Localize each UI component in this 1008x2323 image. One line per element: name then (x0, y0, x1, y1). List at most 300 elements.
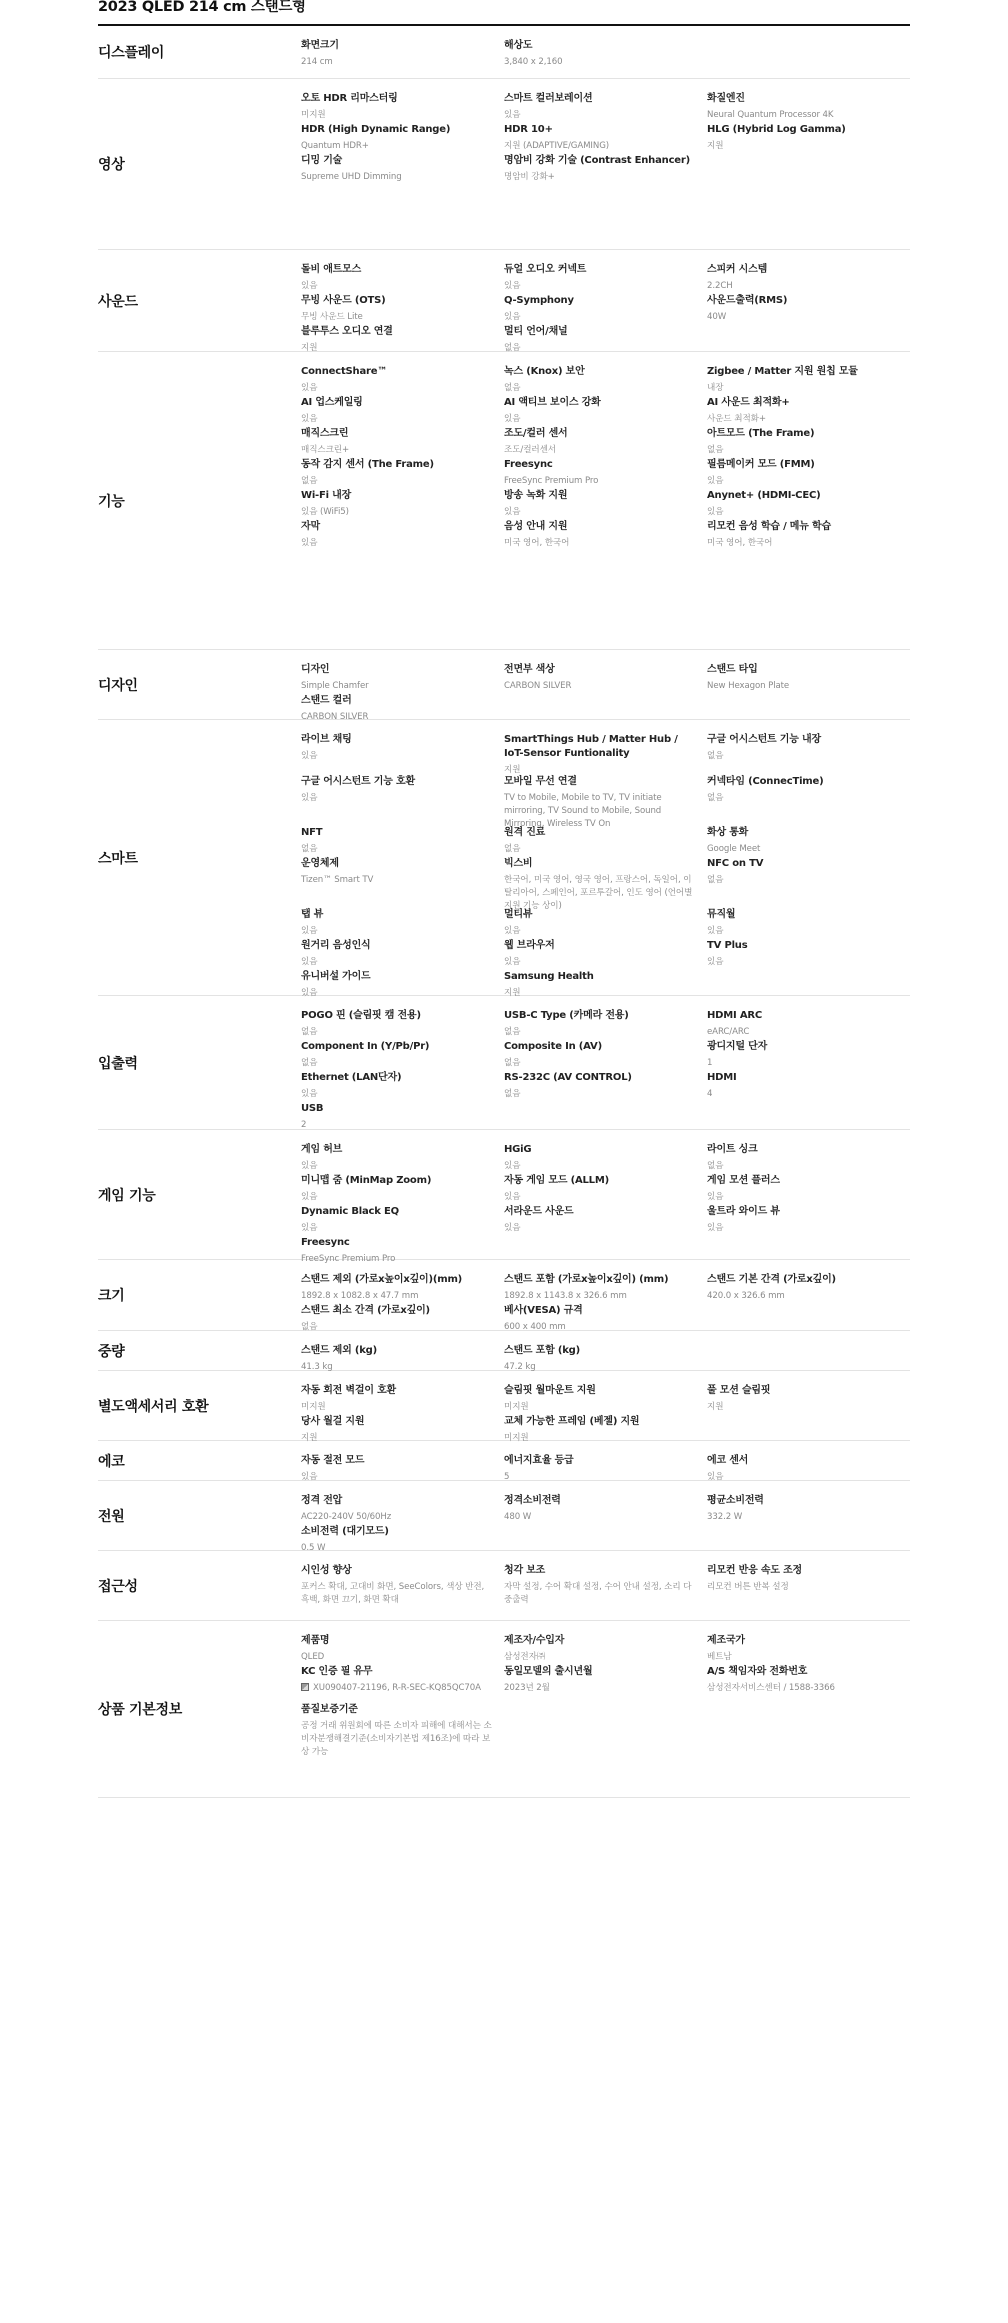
spec-section (98, 79, 910, 250)
spec-label: 무빙 사운드 (OTS) (301, 295, 386, 306)
spec-label: 소비전력 (대기모드) (301, 1526, 389, 1537)
spec-value: 있음 (504, 312, 521, 322)
spec-label: NFC on TV (707, 858, 764, 869)
spec-label: 자막 (301, 521, 320, 532)
spec-label: 화질엔진 (707, 93, 745, 104)
spec-value: TV to Mobile, Mobile to TV, TV initiate mirroring, TV Sound to Mobile, Sound Mirroring, Wireless TV On (504, 793, 662, 829)
spec-value: 공정 거래 위원회에 따른 소비자 피해에 대해서는 소비자분쟁해결기준(소비자기본법 제16조)에 따라 보상 가능 (301, 1721, 492, 1757)
section-title: 접근성 (98, 1578, 138, 1595)
spec-item (504, 775, 707, 829)
spec-item (707, 939, 910, 970)
spec-label: 에코 센서 (707, 1455, 749, 1466)
section-title: 별도액세서리 호환 (98, 1398, 209, 1415)
spec-label: 스탠드 포함 (가로x높이x깊이) (mm) (504, 1274, 669, 1285)
spec-value: CARBON SILVER (504, 681, 572, 691)
spec-value (301, 1682, 494, 1695)
spec-value: 있음 (504, 281, 521, 291)
spec-item (707, 1009, 910, 1040)
spec-value: 한국어, 미국 영어, 영국 영어, 프랑스어, 독일어, 이탈리아어, 스페인어, 포르투갈어, 인도 영어 (언어별 지원 기능 상이) (504, 875, 693, 911)
spec-item (504, 489, 707, 520)
spec-item (301, 1564, 504, 1605)
spec-item (301, 663, 504, 694)
spec-label: USB (301, 1103, 324, 1114)
spec-label: 명암비 강화 기술 (Contrast Enhancer) (504, 155, 690, 166)
spec-value: 있음 (504, 1223, 521, 1233)
spec-item (707, 263, 910, 294)
spec-label: 스탠드 제외 (kg) (301, 1345, 378, 1356)
spec-value: 있음 (301, 988, 318, 998)
spec-label: 리모컨 반응 속도 조정 (707, 1565, 802, 1576)
spec-value: 있음 (504, 957, 521, 967)
spec-value: 있음 (301, 1161, 318, 1171)
spec-label: 커넥타임 (ConnecTime) (707, 776, 824, 787)
spec-item (301, 1040, 504, 1071)
spec-value: 1 (707, 1058, 713, 1068)
spec-label: 빅스비 (504, 858, 533, 869)
spec-label: 원거리 음성인식 (301, 940, 371, 951)
spec-label: 운영체제 (301, 858, 339, 869)
section-title: 디자인 (98, 677, 138, 694)
section-title: 중량 (98, 1343, 125, 1360)
spec-item (504, 396, 707, 427)
spec-value: 없음 (301, 1322, 318, 1332)
spec-value: 있음 (504, 414, 521, 424)
spec-value: 미지원 (301, 1402, 326, 1412)
spec-label: 스마트 컬러보레이션 (504, 93, 593, 104)
spec-label: 라이브 채팅 (301, 734, 352, 745)
spec-item (707, 123, 910, 154)
spec-item (301, 775, 504, 826)
spec-item (707, 520, 910, 551)
spec-grid (301, 1331, 910, 1370)
spec-value: 내장 (707, 383, 724, 393)
spec-label: Freesync (504, 459, 553, 470)
spec-label: KC 인증 필 유무 (301, 1666, 373, 1677)
spec-label: 조도/컬러 센서 (504, 428, 568, 439)
spec-label: HDR 10+ (504, 124, 553, 135)
spec-label: 품질보증기준 (301, 1704, 358, 1715)
spec-value: 있음 (707, 1192, 724, 1202)
spec-grid (301, 1130, 910, 1264)
spec-item (301, 458, 504, 489)
spec-value: 미지원 (504, 1433, 529, 1443)
spec-label: 리모컨 음성 학습 / 메뉴 학습 (707, 521, 831, 532)
spec-value: 2023년 2월 (504, 1683, 550, 1693)
spec-value: 있음 (301, 538, 318, 548)
spec-value: Quantum HDR+ (301, 141, 369, 151)
section-title: 상품 기본정보 (98, 1702, 182, 1718)
spec-value: 없음 (301, 1027, 318, 1037)
spec-value: 지원 (504, 988, 521, 998)
spec-label: Component In (Y/Pb/Pr) (301, 1041, 430, 1052)
spec-item (504, 365, 707, 396)
spec-item (301, 733, 504, 775)
spec-item (504, 663, 707, 694)
spec-grid (301, 1371, 910, 1443)
spec-value: 4 (707, 1089, 713, 1099)
spec-value: 2.2CH (707, 281, 733, 291)
spec-label: HDMI (707, 1072, 737, 1083)
spec-value: 없음 (504, 1058, 521, 1068)
spec-value: 있음 (707, 507, 724, 517)
spec-value: 있음 (707, 1472, 724, 1482)
spec-item (301, 826, 504, 857)
spec-item (301, 1071, 504, 1102)
spec-item (707, 826, 910, 857)
spec-value: 지원 (707, 1402, 724, 1412)
spec-value: 포커스 확대, 고대비 화면, SeeColors, 색상 반전, 흑백, 화면 끄기, 화면 확대 (301, 1582, 485, 1605)
spec-label: Composite In (AV) (504, 1041, 602, 1052)
spec-value: 47.2 kg (504, 1362, 536, 1372)
spec-value: Google Meet (707, 844, 761, 854)
spec-value: 있음 (301, 1192, 318, 1202)
spec-item (504, 520, 707, 551)
spec-label: Dynamic Black EQ (301, 1206, 399, 1217)
section-title: 전원 (98, 1508, 125, 1525)
spec-item (707, 294, 910, 325)
spec-value: Neural Quantum Processor 4K (707, 110, 834, 120)
spec-item (301, 396, 504, 427)
spec-item (301, 123, 504, 154)
spec-item (504, 1205, 707, 1236)
spec-label: ConnectShare™ (301, 366, 388, 377)
spec-label: 자동 게임 모드 (ALLM) (504, 1175, 609, 1186)
spec-value: 삼성전자㈜ (504, 1652, 546, 1662)
spec-value: 있음 (504, 1161, 521, 1171)
section-title: 입출력 (98, 1055, 138, 1072)
spec-label: Wi-Fi 내장 (301, 490, 352, 501)
spec-item (504, 1174, 707, 1205)
spec-value: 지원 (707, 141, 724, 151)
spec-value: Supreme UHD Dimming (301, 172, 402, 182)
spec-value: 없음 (707, 793, 724, 803)
spec-grid (301, 1481, 910, 1553)
spec-value: 2 (301, 1120, 307, 1130)
page-title: 2023 QLED 214 cm 스탠드형 (98, 0, 910, 26)
spec-value: 1892.8 x 1143.8 x 326.6 mm (504, 1291, 627, 1301)
spec-label: AI 업스케일링 (301, 397, 363, 408)
spec-item (301, 1703, 504, 1759)
spec-label: 평균소비전력 (707, 1495, 764, 1506)
spec-label: 제품명 (301, 1635, 330, 1646)
spec-value: New Hexagon Plate (707, 681, 790, 691)
spec-grid (301, 996, 910, 1129)
spec-label: 스탠드 포함 (kg) (504, 1345, 581, 1356)
spec-section (98, 996, 910, 1130)
spec-value: 있음 (301, 926, 318, 936)
spec-label: 전면부 색상 (504, 664, 555, 675)
spec-item (707, 458, 910, 489)
spec-value: 리모컨 버튼 반복 설정 (707, 1582, 789, 1592)
spec-label: 슬림핏 월마운트 지원 (504, 1385, 596, 1396)
spec-item (707, 489, 910, 520)
spec-value: 있음 (504, 1192, 521, 1202)
spec-label: 당사 월걸 지원 (301, 1416, 365, 1427)
spec-value: 없음 (707, 875, 724, 885)
spec-grid (301, 79, 910, 249)
spec-label: 유니버설 가이드 (301, 971, 371, 982)
spec-item (504, 1494, 707, 1525)
spec-label: 사운드출력(RMS) (707, 295, 788, 306)
spec-section (98, 650, 910, 720)
spec-value: 없음 (707, 751, 724, 761)
spec-item (707, 1205, 910, 1236)
spec-label: 정격소비전력 (504, 1495, 561, 1506)
spec-value: 420.0 x 326.6 mm (707, 1291, 785, 1301)
section-title: 디스플레이 (98, 45, 165, 61)
spec-item (504, 263, 707, 294)
spec-grid (301, 26, 910, 78)
spec-label: 원격 진료 (504, 827, 546, 838)
spec-item (707, 908, 910, 939)
spec-item (707, 396, 910, 427)
spec-label: 화면크기 (301, 40, 339, 51)
spec-value: 베트남 (707, 1652, 732, 1662)
section-title: 크기 (98, 1288, 125, 1304)
spec-label: 울트라 와이드 뷰 (707, 1206, 780, 1217)
spec-label: 멀티 언어/채널 (504, 326, 568, 337)
spec-value: 있음 (301, 414, 318, 424)
spec-value: 있음 (301, 281, 318, 291)
spec-label: 돌비 애트모스 (301, 264, 362, 275)
spec-label: 필름메이커 모드 (FMM) (707, 459, 815, 470)
spec-label: 뮤직월 (707, 909, 736, 920)
spec-label: 매직스크린 (301, 428, 349, 439)
spec-value: 없음 (504, 383, 521, 393)
spec-item (707, 92, 910, 123)
spec-label: 서라운드 사운드 (504, 1206, 574, 1217)
spec-section (98, 250, 910, 352)
spec-section (98, 720, 910, 996)
spec-item (504, 1071, 707, 1102)
spec-label: 자동 회전 벽걸이 호환 (301, 1385, 396, 1396)
spec-item (707, 1143, 910, 1174)
spec-value: 사운드 최적화+ (707, 414, 766, 424)
spec-value: 있음 (301, 383, 318, 393)
section-title: 스마트 (98, 850, 138, 867)
spec-value: 없음 (301, 844, 318, 854)
spec-value: 지원 (ADAPTIVE/GAMING) (504, 141, 610, 151)
spec-value: Tizen™ Smart TV (301, 875, 374, 885)
spec-label: 스탠드 최소 간격 (가로x깊이) (301, 1305, 430, 1316)
spec-value: 없음 (707, 1161, 724, 1171)
spec-item (301, 263, 504, 294)
spec-item (504, 1384, 707, 1415)
spec-value: 무빙 사운드 Lite (301, 312, 363, 322)
spec-value: 미국 영어, 한국어 (504, 538, 570, 548)
spec-value: 있음 (301, 751, 318, 761)
spec-value: 명암비 강화+ (504, 172, 555, 182)
spec-grid (301, 650, 910, 722)
spec-value: 없음 (504, 343, 521, 353)
spec-item (301, 489, 504, 520)
spec-value: 있음 (301, 1089, 318, 1099)
spec-value: 미국 영어, 한국어 (707, 538, 773, 548)
spec-item (301, 294, 504, 325)
spec-item (504, 1273, 707, 1304)
spec-item (707, 1040, 910, 1071)
spec-label: HLG (Hybrid Log Gamma) (707, 124, 846, 135)
spec-label: 동작 감지 센서 (The Frame) (301, 459, 434, 470)
spec-label: 모바일 무선 연결 (504, 776, 577, 787)
spec-item (504, 1665, 707, 1703)
spec-label: 오토 HDR 리마스터링 (301, 93, 398, 104)
spec-label: 동일모델의 출시년월 (504, 1666, 593, 1677)
spec-item (707, 733, 910, 775)
spec-value: 332.2 W (707, 1512, 743, 1522)
spec-value: 있음 (707, 476, 724, 486)
spec-value: 지원 (301, 343, 318, 353)
spec-value: FreeSync Premium Pro (301, 1254, 396, 1264)
spec-label: 녹스 (Knox) 보안 (504, 366, 585, 377)
spec-label: 아트모드 (The Frame) (707, 428, 815, 439)
spec-value-text: XU090407-21196, R-R-SEC-KQ85QC70A (313, 1683, 481, 1693)
section-title: 사운드 (98, 293, 138, 310)
spec-section (98, 1371, 910, 1441)
spec-item (707, 1174, 910, 1205)
spec-label: 디자인 (301, 664, 330, 675)
spec-item (301, 1273, 504, 1304)
spec-item (504, 733, 707, 775)
spec-value: 있음 (301, 793, 318, 803)
spec-label: AI 액티브 보이스 강화 (504, 397, 601, 408)
spec-grid (301, 1551, 910, 1620)
spec-label: 라이트 싱크 (707, 1144, 758, 1155)
spec-label: 디밍 기술 (301, 155, 343, 166)
spec-label: 스피커 시스템 (707, 264, 768, 275)
spec-label: 자동 절전 모드 (301, 1455, 365, 1466)
spec-grid (301, 1441, 910, 1480)
spec-item (301, 365, 504, 396)
spec-value: 없음 (301, 1058, 318, 1068)
spec-value: 있음 (504, 926, 521, 936)
spec-value: 0.5 W (301, 1543, 326, 1553)
kc-mark-icon (301, 1683, 309, 1691)
spec-label: 베사(VESA) 규격 (504, 1305, 583, 1316)
spec-label: 화상 통화 (707, 827, 749, 838)
spec-value: 있음 (707, 1223, 724, 1233)
spec-label: 방송 녹화 지원 (504, 490, 568, 501)
spec-value: 214 cm (301, 57, 333, 67)
spec-label: 구글 어시스턴트 기능 내장 (707, 734, 821, 745)
spec-item (504, 1040, 707, 1071)
spec-value: 40W (707, 312, 727, 322)
spec-value: 있음 (707, 957, 724, 967)
spec-label: Freesync (301, 1237, 350, 1248)
spec-item (301, 1143, 504, 1174)
spec-label: 스탠드 타입 (707, 664, 758, 675)
spec-value: 지원 (301, 1433, 318, 1443)
spec-item (504, 458, 707, 489)
spec-item (301, 1174, 504, 1205)
spec-section (98, 1331, 910, 1371)
spec-value: 없음 (504, 1089, 521, 1099)
spec-label: 구글 어시스턴트 기능 호환 (301, 776, 415, 787)
spec-value: 있음 (301, 1223, 318, 1233)
spec-item (707, 857, 910, 908)
spec-label: AI 사운드 최적화+ (707, 397, 790, 408)
spec-label: 탭 뷰 (301, 909, 324, 920)
spec-value: 있음 (707, 926, 724, 936)
spec-value: Simple Chamfer (301, 681, 369, 691)
spec-item (707, 1494, 910, 1525)
spec-value: 3,840 x 2,160 (504, 57, 563, 67)
spec-section (98, 1481, 910, 1551)
spec-item (301, 1384, 504, 1415)
spec-value: eARC/ARC (707, 1027, 750, 1037)
spec-label: SmartThings Hub / Matter Hub / IoT-Sensor Funtionality (504, 734, 678, 759)
spec-item (504, 1143, 707, 1174)
spec-section (98, 1130, 910, 1264)
spec-section (98, 1441, 910, 1481)
spec-item (707, 775, 910, 826)
spec-value: 조도/컬러센서 (504, 445, 557, 455)
spec-label: 청각 보조 (504, 1565, 546, 1576)
spec-label: 웹 브라우저 (504, 940, 555, 951)
spec-label: 음성 안내 지원 (504, 521, 568, 532)
spec-value: 없음 (707, 445, 724, 455)
spec-label: POGO 핀 (슬림핏 캠 전용) (301, 1010, 421, 1021)
spec-item (301, 1205, 504, 1236)
spec-item (707, 1665, 910, 1703)
spec-label: 시인성 향상 (301, 1565, 352, 1576)
spec-label: 제조국가 (707, 1635, 745, 1646)
spec-section (98, 26, 910, 79)
spec-label: 멀티뷰 (504, 909, 533, 920)
section-title: 에코 (98, 1453, 125, 1470)
spec-label: Ethernet (LAN단자) (301, 1072, 402, 1083)
spec-value: 있음 (301, 957, 318, 967)
spec-item (707, 1564, 910, 1595)
section-title: 기능 (98, 493, 125, 510)
spec-value: FreeSync Premium Pro (504, 476, 599, 486)
spec-label: 광디지털 단자 (707, 1041, 768, 1052)
spec-item (301, 1634, 504, 1665)
spec-item (301, 154, 504, 192)
spec-item (707, 365, 910, 396)
spec-sections (98, 26, 910, 1798)
spec-value: 없음 (504, 844, 521, 854)
spec-label: 해상도 (504, 40, 533, 51)
spec-value: 600 x 400 mm (504, 1322, 566, 1332)
spec-grid (301, 720, 910, 998)
spec-label: HGiG (504, 1144, 532, 1155)
spec-label: USB-C Type (카메라 전용) (504, 1010, 629, 1021)
spec-item (504, 427, 707, 458)
spec-item (707, 1384, 910, 1415)
spec-label: 풀 모션 슬림핏 (707, 1385, 771, 1396)
spec-item (301, 1494, 504, 1525)
spec-item (707, 1071, 910, 1102)
spec-item (707, 1634, 910, 1665)
spec-item (301, 427, 504, 458)
spec-item (301, 1102, 504, 1133)
spec-label: HDMI ARC (707, 1010, 763, 1021)
spec-item (301, 1665, 504, 1703)
spec-value: 5 (504, 1472, 510, 1482)
spec-item (301, 857, 504, 908)
spec-label: 미니맵 줌 (MinMap Zoom) (301, 1175, 432, 1186)
spec-section (98, 1551, 910, 1621)
spec-grid (301, 1621, 910, 1797)
spec-item (504, 939, 707, 970)
spec-label: HDR (High Dynamic Range) (301, 124, 451, 135)
spec-item (504, 857, 707, 911)
spec-item (301, 1009, 504, 1040)
spec-value: 미지원 (301, 110, 326, 120)
spec-label: A/S 책임자와 전화번호 (707, 1666, 808, 1677)
spec-label: Anynet+ (HDMI-CEC) (707, 490, 821, 501)
